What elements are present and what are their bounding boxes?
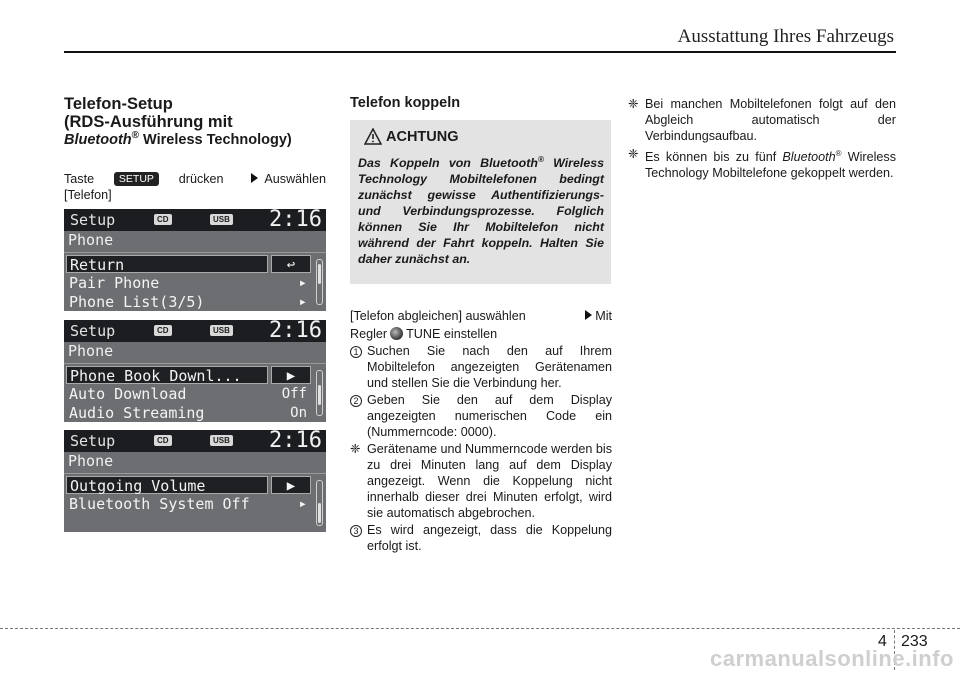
scroll-thumb[interactable] bbox=[318, 385, 321, 405]
arrow-right-icon bbox=[585, 310, 592, 320]
note-item bbox=[628, 96, 896, 144]
step-marker: 2 bbox=[350, 395, 362, 407]
audio-streaming-value[interactable]: On bbox=[290, 405, 307, 421]
screen-phone-heading: Phone bbox=[68, 452, 114, 470]
warning-text-part1: Das Koppeln von Bluetooth bbox=[358, 156, 538, 171]
menu-item-pair-phone[interactable]: Pair Phone bbox=[69, 274, 160, 292]
warning-text bbox=[358, 152, 604, 267]
screen-clock: 2:16 bbox=[269, 209, 322, 232]
tune-knob-icon bbox=[390, 327, 403, 340]
step-item bbox=[350, 522, 612, 554]
note-item bbox=[628, 146, 896, 181]
chevron-right-icon: ▸ bbox=[298, 275, 307, 291]
intro-text bbox=[64, 171, 326, 203]
step-marker: 1 bbox=[350, 346, 362, 358]
play-arrow-icon[interactable]: ▶ bbox=[271, 476, 311, 494]
chapter-number: 4 bbox=[878, 633, 887, 650]
menu-item-outgoing-volume[interactable]: Outgoing Volume bbox=[66, 476, 268, 494]
scroll-thumb[interactable] bbox=[318, 264, 321, 284]
usb-icon: USB bbox=[210, 435, 233, 446]
menu-item-phone-list[interactable]: Phone List(3/5) bbox=[69, 293, 205, 311]
warning-title: ACHTUNG bbox=[386, 129, 459, 145]
usb-icon: USB bbox=[210, 214, 233, 225]
step-text: Es wird angezeigt, dass die Koppelung erfolgt ist. bbox=[367, 523, 612, 553]
screen-scrollbar[interactable] bbox=[316, 480, 323, 526]
screen-setup-label: Setup bbox=[70, 432, 116, 450]
section-subtitle bbox=[64, 130, 292, 148]
display-screen-2 bbox=[64, 320, 326, 422]
header-rule bbox=[64, 51, 896, 53]
play-arrow-icon[interactable]: ▶ bbox=[271, 366, 311, 384]
setup-key-badge: SETUP bbox=[114, 172, 159, 186]
note2-brand: Bluetooth bbox=[782, 150, 836, 165]
pairing-instructions: [Telefon abgleichen] auswählen Mit Regler TUNE einstellen 1 Suchen Sie nach den auf Ihrem Mobiltelefon angezeigten Gerätenamen und stellen Sie die Verbindung her. 2 Geben Sie den auf dem Display angezeigten numerischen Code ein (Nummerncode: 0000). ❈ Gerätename und Nummerncode werden bis zu drei Minuten lang auf dem Display angezeigt. Wenn die Koppelung nicht innerhalb dieser drei Minuten erfolgt, wird sie automatisch abgebrochen. 3 Es wird angezeigt, dass die Koppelung erfolgt ist. bbox=[350, 309, 613, 553]
watermark: carmanualsonline.info bbox=[710, 646, 954, 671]
note-text: Bei manchen Mobiltelefonen folgt auf den Abgleich automatisch der Verbindungsaufbau. bbox=[645, 97, 896, 143]
screen-setup-label: Setup bbox=[70, 211, 116, 229]
note2-part2: Wireless Technology Mobiltelefone gekoppelt werden. bbox=[645, 150, 897, 181]
intro-auswaehlen: Auswählen bbox=[264, 172, 326, 186]
section-title-line2: (RDS-Ausführung mit bbox=[64, 113, 233, 131]
subtitle-brand: Bluetooth bbox=[64, 131, 132, 148]
step-text: Suchen Sie nach den auf Ihrem Mobiltelefon angezeigten Gerätenamen und stellen Sie die Verbindung her. bbox=[367, 344, 612, 390]
notes-column bbox=[628, 95, 896, 181]
screen-setup-label: Setup bbox=[70, 322, 116, 340]
step-item bbox=[350, 343, 612, 391]
screen-clock: 2:16 bbox=[269, 430, 322, 453]
step-intro-select: [Telefon abgleichen] auswählen bbox=[350, 309, 526, 323]
subtitle-rest: Wireless Technology) bbox=[139, 131, 292, 148]
step-note-text: Gerätename und Nummerncode werden bis zu drei Minuten lang auf dem Display angezeigt. Wenn die Koppelung nicht innerhalb dieser drei Minuten erfolgt, wird sie automatisch abgebrochen. bbox=[367, 442, 613, 520]
screen-phone-heading: Phone bbox=[68, 342, 114, 360]
menu-item-audio-streaming[interactable]: Audio Streaming bbox=[69, 404, 205, 422]
subtitle-reg: ® bbox=[131, 130, 140, 141]
chevron-right-icon: ▸ bbox=[298, 496, 307, 512]
warning-triangle-icon bbox=[364, 128, 382, 145]
step-note bbox=[350, 441, 612, 521]
usb-icon: USB bbox=[210, 325, 233, 336]
intro-taste: Taste bbox=[64, 172, 95, 186]
warning-text-part2: Wireless Technology Mobiltelefonen bedingt zunächst gewisse Authentifizierungs- und Verbindungsprozesse. Folglich können Sie Ihr Mobiltelefon nicht während der Fahrt koppeln. Halten Sie daher zunächst an. bbox=[358, 156, 604, 267]
page-number: 233 bbox=[901, 633, 928, 650]
intro-telefon: [Telefon] bbox=[64, 188, 112, 202]
header-title: Ausstattung Ihres Fahrzeugs bbox=[677, 26, 894, 47]
menu-item-return[interactable]: Return bbox=[66, 255, 268, 273]
cd-icon: CD bbox=[154, 214, 172, 225]
step-text: Geben Sie den auf dem Display angezeigten numerischen Code ein (Nummerncode: 0000). bbox=[367, 393, 612, 439]
chevron-right-icon: ▸ bbox=[298, 294, 307, 310]
note2-reg: ® bbox=[835, 149, 842, 158]
scroll-thumb[interactable] bbox=[318, 503, 321, 523]
note2-part1: Es können bis zu fünf bbox=[645, 150, 783, 165]
return-icon[interactable]: ↩ bbox=[271, 255, 311, 273]
screen-scrollbar[interactable] bbox=[316, 259, 323, 305]
section-title bbox=[64, 95, 233, 131]
note-marker: ❈ bbox=[350, 442, 361, 456]
auto-download-value[interactable]: Off bbox=[281, 386, 307, 402]
display-screen-3 bbox=[64, 430, 326, 532]
screen-clock: 2:16 bbox=[269, 320, 322, 343]
screen-divider bbox=[64, 473, 326, 474]
menu-item-phone-book-download[interactable]: Phone Book Downl... bbox=[66, 366, 268, 384]
step-intro-tune: TUNE einstellen bbox=[406, 327, 498, 341]
menu-item-auto-download[interactable]: Auto Download bbox=[69, 385, 187, 403]
screen-scrollbar[interactable] bbox=[316, 370, 323, 416]
screen-phone-heading: Phone bbox=[68, 231, 114, 249]
screen-divider bbox=[64, 252, 326, 253]
note-marker: ❈ bbox=[628, 97, 639, 111]
menu-item-bluetooth-system-off[interactable]: Bluetooth System Off bbox=[69, 495, 250, 513]
cd-icon: CD bbox=[154, 325, 172, 336]
note-marker: ❈ bbox=[628, 147, 639, 161]
step-marker: 3 bbox=[350, 525, 362, 537]
screen-divider bbox=[64, 363, 326, 364]
section2-title: Telefon koppeln bbox=[350, 95, 461, 111]
intro-druecken: drücken bbox=[178, 172, 224, 186]
warning-reg: ® bbox=[537, 155, 544, 164]
display-screen-1 bbox=[64, 209, 326, 311]
warning-box bbox=[350, 120, 611, 284]
cd-icon: CD bbox=[154, 435, 172, 446]
arrow-right-icon bbox=[251, 173, 258, 183]
step-item bbox=[350, 392, 612, 440]
footer-rule bbox=[0, 628, 960, 629]
section-title-line1: Telefon-Setup bbox=[64, 95, 173, 113]
